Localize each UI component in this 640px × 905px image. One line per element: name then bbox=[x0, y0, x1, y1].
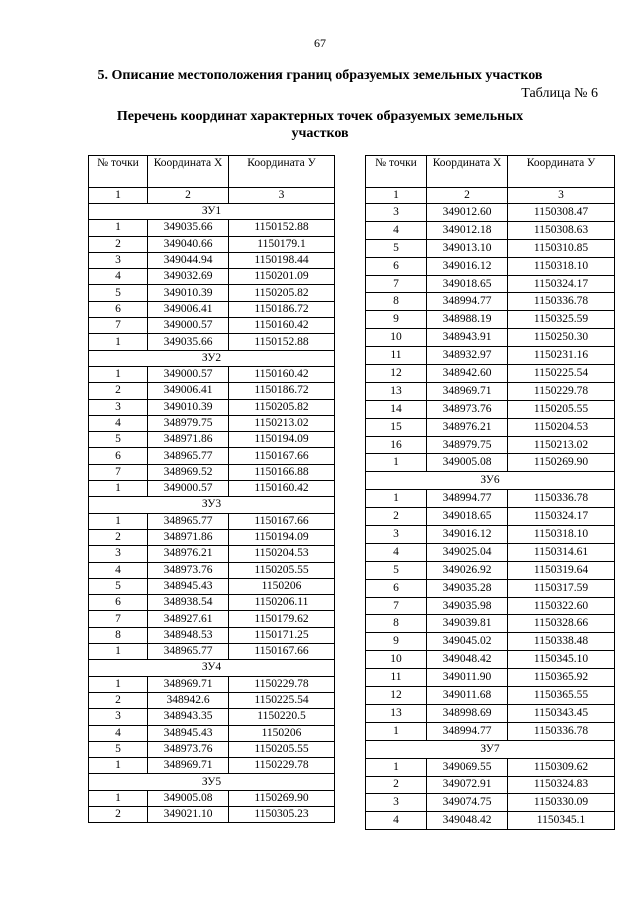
table-row bbox=[366, 239, 615, 257]
coordinate-x-cell: 349011.90 bbox=[427, 669, 508, 687]
coordinate-x-cell: 349005.08 bbox=[427, 454, 508, 472]
coordinate-x-cell: 349032.69 bbox=[148, 269, 229, 285]
group-header-row bbox=[366, 740, 615, 758]
coordinate-y-cell: 1150194.09 bbox=[229, 529, 335, 545]
coordinate-y-cell: 1150308.47 bbox=[508, 204, 615, 222]
coordinate-x-cell: 348965.77 bbox=[148, 513, 229, 529]
coordinate-y-cell: 1150194.09 bbox=[229, 432, 335, 448]
coordinate-y-cell: 1150343.45 bbox=[508, 704, 615, 722]
table-row bbox=[366, 669, 615, 687]
coordinate-y-cell: 1150365.92 bbox=[508, 669, 615, 687]
coordinate-x-cell: 348927.61 bbox=[148, 611, 229, 627]
table-row bbox=[366, 543, 615, 561]
coordinate-y-cell: 1150231.16 bbox=[508, 347, 615, 365]
table-row bbox=[89, 627, 335, 643]
point-number-cell: 1 bbox=[89, 481, 148, 497]
coordinate-x-cell: 348938.54 bbox=[148, 595, 229, 611]
coordinate-y-cell: 1150310.85 bbox=[508, 239, 615, 257]
coordinate-y-cell: 1150160.42 bbox=[229, 366, 335, 382]
point-number-cell: 3 bbox=[366, 204, 427, 222]
table-row bbox=[89, 285, 335, 301]
coordinate-x-cell: 349018.65 bbox=[427, 508, 508, 526]
coordinate-y-cell: 1150328.66 bbox=[508, 615, 615, 633]
table-row bbox=[366, 418, 615, 436]
column-number: 1 bbox=[89, 188, 148, 204]
table-row bbox=[366, 794, 615, 812]
coordinate-x-cell: 348945.43 bbox=[148, 725, 229, 741]
coordinate-x-cell: 349013.10 bbox=[427, 239, 508, 257]
group-label: ЗУ5 bbox=[89, 774, 335, 790]
group-label: ЗУ7 bbox=[366, 740, 615, 758]
point-number-cell: 1 bbox=[366, 722, 427, 740]
coordinate-x-cell: 348965.77 bbox=[148, 448, 229, 464]
point-number-cell: 3 bbox=[89, 709, 148, 725]
point-number-cell: 4 bbox=[89, 269, 148, 285]
coordinate-x-cell: 349025.04 bbox=[427, 543, 508, 561]
coordinate-y-cell: 1150166.88 bbox=[229, 464, 335, 480]
point-number-cell: 10 bbox=[366, 651, 427, 669]
point-number-cell: 6 bbox=[366, 257, 427, 275]
coordinate-x-cell: 349035.66 bbox=[148, 334, 229, 350]
table-row bbox=[366, 704, 615, 722]
point-number-cell: 13 bbox=[366, 382, 427, 400]
table-row bbox=[89, 252, 335, 268]
point-number-cell: 12 bbox=[366, 365, 427, 383]
header-coordinate-x: Координата Х bbox=[427, 156, 508, 188]
point-number-cell: 6 bbox=[366, 579, 427, 597]
coordinate-y-cell: 1150167.66 bbox=[229, 644, 335, 660]
table-row bbox=[89, 481, 335, 497]
coordinate-y-cell: 1150152.88 bbox=[229, 220, 335, 236]
point-number-cell: 7 bbox=[366, 597, 427, 615]
coordinate-y-cell: 1150206.11 bbox=[229, 595, 335, 611]
coordinate-x-cell: 349044.94 bbox=[148, 252, 229, 268]
table-row bbox=[89, 432, 335, 448]
coordinate-x-cell: 349016.12 bbox=[427, 526, 508, 544]
coordinate-y-cell: 1150179.62 bbox=[229, 611, 335, 627]
point-number-cell: 2 bbox=[89, 806, 148, 822]
table-row bbox=[89, 692, 335, 708]
point-number-cell: 1 bbox=[89, 366, 148, 382]
coordinate-x-cell: 348994.77 bbox=[427, 293, 508, 311]
table-row bbox=[366, 293, 615, 311]
table-row bbox=[366, 329, 615, 347]
table-row bbox=[366, 508, 615, 526]
coordinate-x-cell: 349026.92 bbox=[427, 561, 508, 579]
coordinate-y-cell: 1150318.10 bbox=[508, 257, 615, 275]
coordinate-x-cell: 348942.6 bbox=[148, 692, 229, 708]
group-label: ЗУ6 bbox=[366, 472, 615, 490]
table-row bbox=[366, 597, 615, 615]
table-row bbox=[89, 595, 335, 611]
coordinate-x-cell: 349011.68 bbox=[427, 687, 508, 705]
coordinate-y-cell: 1150345.10 bbox=[508, 651, 615, 669]
coordinate-y-cell: 1150345.1 bbox=[508, 812, 615, 830]
table-row bbox=[89, 220, 335, 236]
point-number-cell: 1 bbox=[89, 758, 148, 774]
coordinate-x-cell: 349005.08 bbox=[148, 790, 229, 806]
coordinate-x-cell: 349012.18 bbox=[427, 221, 508, 239]
group-label: ЗУ4 bbox=[89, 660, 335, 676]
table-row bbox=[89, 301, 335, 317]
coordinate-x-cell: 349000.57 bbox=[148, 318, 229, 334]
group-header-row bbox=[89, 660, 335, 676]
coordinate-y-cell: 1150269.90 bbox=[229, 790, 335, 806]
group-header-row bbox=[89, 204, 335, 220]
coordinate-y-cell: 1150205.82 bbox=[229, 285, 335, 301]
point-number-cell: 5 bbox=[89, 432, 148, 448]
point-number-cell: 9 bbox=[366, 311, 427, 329]
coordinate-y-cell: 1150205.55 bbox=[229, 741, 335, 757]
point-number-cell: 4 bbox=[366, 812, 427, 830]
coordinate-x-cell: 349018.65 bbox=[427, 275, 508, 293]
coordinate-x-cell: 349040.66 bbox=[148, 236, 229, 252]
table-row bbox=[89, 806, 335, 822]
header-coordinate-y: Координата У bbox=[508, 156, 615, 188]
coordinate-y-cell: 1150229.78 bbox=[229, 676, 335, 692]
table-row bbox=[89, 366, 335, 382]
table-row bbox=[89, 415, 335, 431]
table-row bbox=[366, 758, 615, 776]
coordinate-x-cell: 349048.42 bbox=[427, 812, 508, 830]
point-number-cell: 4 bbox=[89, 562, 148, 578]
coordinate-y-cell: 1150225.54 bbox=[508, 365, 615, 383]
coordinate-y-cell: 1150308.63 bbox=[508, 221, 615, 239]
group-header-row bbox=[89, 497, 335, 513]
table-row bbox=[89, 236, 335, 252]
coordinate-y-cell: 1150314.61 bbox=[508, 543, 615, 561]
point-number-cell: 5 bbox=[366, 561, 427, 579]
table-row bbox=[366, 436, 615, 454]
coordinate-y-cell: 1150160.42 bbox=[229, 481, 335, 497]
table-row bbox=[89, 790, 335, 806]
coordinate-x-cell: 348973.76 bbox=[427, 400, 508, 418]
coordinate-y-cell: 1150324.17 bbox=[508, 508, 615, 526]
table-row bbox=[89, 611, 335, 627]
coordinate-y-cell: 1150152.88 bbox=[229, 334, 335, 350]
table-row bbox=[366, 400, 615, 418]
point-number-cell: 2 bbox=[89, 236, 148, 252]
point-number-cell: 7 bbox=[89, 318, 148, 334]
group-label: ЗУ3 bbox=[89, 497, 335, 513]
point-number-cell: 7 bbox=[89, 611, 148, 627]
coordinate-x-cell: 349021.10 bbox=[148, 806, 229, 822]
table-row bbox=[89, 318, 335, 334]
table-row bbox=[366, 204, 615, 222]
column-number: 3 bbox=[229, 188, 335, 204]
coordinate-x-cell: 348932.97 bbox=[427, 347, 508, 365]
point-number-cell: 10 bbox=[366, 329, 427, 347]
coordinate-y-cell: 1150338.48 bbox=[508, 633, 615, 651]
coordinate-y-cell: 1150160.42 bbox=[229, 318, 335, 334]
point-number-cell: 3 bbox=[366, 794, 427, 812]
table-body-left bbox=[89, 204, 335, 823]
coordinate-y-cell: 1150250.30 bbox=[508, 329, 615, 347]
coordinate-y-cell: 1150220.5 bbox=[229, 709, 335, 725]
point-number-cell: 6 bbox=[89, 595, 148, 611]
point-number-cell: 8 bbox=[366, 615, 427, 633]
point-number-cell: 4 bbox=[89, 725, 148, 741]
table-row bbox=[366, 526, 615, 544]
coordinate-y-cell: 1150201.09 bbox=[229, 269, 335, 285]
point-number-cell: 6 bbox=[89, 448, 148, 464]
table-row bbox=[366, 365, 615, 383]
coordinate-y-cell: 1150205.82 bbox=[229, 399, 335, 415]
point-number-cell: 1 bbox=[89, 220, 148, 236]
table-row bbox=[366, 615, 615, 633]
group-label: ЗУ1 bbox=[89, 204, 335, 220]
table-row bbox=[366, 221, 615, 239]
point-number-cell: 11 bbox=[366, 347, 427, 365]
group-header-row bbox=[89, 350, 335, 366]
coordinate-x-cell: 348998.69 bbox=[427, 704, 508, 722]
coordinate-y-cell: 1150204.53 bbox=[229, 546, 335, 562]
coordinate-x-cell: 348948.53 bbox=[148, 627, 229, 643]
point-number-cell: 15 bbox=[366, 418, 427, 436]
header-coordinate-x: Координата Х bbox=[148, 156, 229, 188]
coordinate-x-cell: 348973.76 bbox=[148, 562, 229, 578]
coordinate-x-cell: 348943.35 bbox=[148, 709, 229, 725]
point-number-cell: 2 bbox=[89, 529, 148, 545]
section-title: 5. Описание местоположения границ образуемых земельных участков bbox=[97, 68, 543, 83]
point-number-cell: 1 bbox=[89, 334, 148, 350]
coordinate-y-cell: 1150269.90 bbox=[508, 454, 615, 472]
coordinate-x-cell: 349069.55 bbox=[427, 758, 508, 776]
table-row bbox=[89, 269, 335, 285]
point-number-cell: 11 bbox=[366, 669, 427, 687]
coordinate-x-cell: 348976.21 bbox=[148, 546, 229, 562]
table-row bbox=[89, 513, 335, 529]
coordinate-y-cell: 1150325.59 bbox=[508, 311, 615, 329]
point-number-cell: 5 bbox=[89, 285, 148, 301]
coordinate-x-cell: 348969.52 bbox=[148, 464, 229, 480]
point-number-cell: 4 bbox=[366, 221, 427, 239]
coordinate-x-cell: 348994.77 bbox=[427, 490, 508, 508]
coordinate-y-cell: 1150206 bbox=[229, 725, 335, 741]
table-row bbox=[89, 383, 335, 399]
point-number-cell: 1 bbox=[89, 790, 148, 806]
coordinate-y-cell: 1150206 bbox=[229, 578, 335, 594]
table-row bbox=[89, 562, 335, 578]
coordinate-x-cell: 349000.57 bbox=[148, 366, 229, 382]
point-number-cell: 1 bbox=[89, 676, 148, 692]
table-label: Таблица № 6 bbox=[521, 86, 598, 101]
table-row bbox=[366, 687, 615, 705]
table-row bbox=[89, 676, 335, 692]
coordinate-x-cell: 348945.43 bbox=[148, 578, 229, 594]
table-row bbox=[366, 382, 615, 400]
coordinate-x-cell: 348979.75 bbox=[148, 415, 229, 431]
coordinate-y-cell: 1150336.78 bbox=[508, 490, 615, 508]
point-number-cell: 2 bbox=[89, 383, 148, 399]
point-number-cell: 1 bbox=[366, 490, 427, 508]
coordinate-x-cell: 348943.91 bbox=[427, 329, 508, 347]
coordinates-table-right bbox=[365, 155, 615, 830]
coordinate-x-cell: 348965.77 bbox=[148, 644, 229, 660]
coordinate-y-cell: 1150229.78 bbox=[229, 758, 335, 774]
header-point-number: № точки bbox=[89, 156, 148, 188]
point-number-cell: 2 bbox=[366, 776, 427, 794]
table-row bbox=[366, 257, 615, 275]
coordinate-y-cell: 1150330.09 bbox=[508, 794, 615, 812]
table-body-right bbox=[366, 204, 615, 830]
point-number-cell: 3 bbox=[89, 546, 148, 562]
coordinate-x-cell: 349012.60 bbox=[427, 204, 508, 222]
table-row bbox=[89, 529, 335, 545]
point-number-cell: 8 bbox=[89, 627, 148, 643]
table-row bbox=[89, 709, 335, 725]
coordinate-x-cell: 349045.02 bbox=[427, 633, 508, 651]
point-number-cell: 9 bbox=[366, 633, 427, 651]
point-number-cell: 14 bbox=[366, 400, 427, 418]
point-number-cell: 7 bbox=[89, 464, 148, 480]
coordinate-x-cell: 349010.39 bbox=[148, 285, 229, 301]
coordinate-x-cell: 349006.41 bbox=[148, 383, 229, 399]
coordinate-x-cell: 349048.42 bbox=[427, 651, 508, 669]
coordinate-y-cell: 1150198.44 bbox=[229, 252, 335, 268]
coordinate-y-cell: 1150336.78 bbox=[508, 722, 615, 740]
point-number-cell: 1 bbox=[89, 513, 148, 529]
point-number-cell: 13 bbox=[366, 704, 427, 722]
point-number-cell: 8 bbox=[366, 293, 427, 311]
point-number-cell: 1 bbox=[366, 758, 427, 776]
coordinate-y-cell: 1150322.60 bbox=[508, 597, 615, 615]
coordinate-x-cell: 349039.81 bbox=[427, 615, 508, 633]
table-row bbox=[89, 644, 335, 660]
page-number: 67 bbox=[314, 36, 326, 50]
group-label: ЗУ2 bbox=[89, 350, 335, 366]
table-row bbox=[366, 651, 615, 669]
point-number-cell: 4 bbox=[366, 543, 427, 561]
table-row bbox=[366, 490, 615, 508]
table-row bbox=[89, 334, 335, 350]
coordinate-x-cell: 349006.41 bbox=[148, 301, 229, 317]
coordinate-y-cell: 1150324.17 bbox=[508, 275, 615, 293]
table-row bbox=[89, 546, 335, 562]
table-row bbox=[366, 722, 615, 740]
coordinate-x-cell: 348969.71 bbox=[148, 758, 229, 774]
coordinate-x-cell: 349000.57 bbox=[148, 481, 229, 497]
coordinate-x-cell: 349074.75 bbox=[427, 794, 508, 812]
coordinate-y-cell: 1150305.23 bbox=[229, 806, 335, 822]
table-row bbox=[366, 633, 615, 651]
coordinate-x-cell: 348973.76 bbox=[148, 741, 229, 757]
point-number-cell: 5 bbox=[89, 578, 148, 594]
table-row bbox=[366, 561, 615, 579]
coordinate-y-cell: 1150229.78 bbox=[508, 382, 615, 400]
table-row bbox=[366, 311, 615, 329]
coordinate-y-cell: 1150167.66 bbox=[229, 513, 335, 529]
coordinate-y-cell: 1150336.78 bbox=[508, 293, 615, 311]
column-number: 3 bbox=[508, 188, 615, 204]
point-number-cell: 7 bbox=[366, 275, 427, 293]
point-number-cell: 5 bbox=[89, 741, 148, 757]
table-row bbox=[366, 347, 615, 365]
coordinate-x-cell: 348971.86 bbox=[148, 529, 229, 545]
coordinate-x-cell: 348969.71 bbox=[148, 676, 229, 692]
point-number-cell: 4 bbox=[89, 415, 148, 431]
coordinate-x-cell: 349016.12 bbox=[427, 257, 508, 275]
coordinate-y-cell: 1150186.72 bbox=[229, 383, 335, 399]
point-number-cell: 3 bbox=[366, 526, 427, 544]
coordinate-x-cell: 348942.60 bbox=[427, 365, 508, 383]
column-number: 2 bbox=[427, 188, 508, 204]
coordinate-y-cell: 1150213.02 bbox=[229, 415, 335, 431]
coordinate-y-cell: 1150318.10 bbox=[508, 526, 615, 544]
table-row bbox=[89, 399, 335, 415]
coordinate-y-cell: 1150205.55 bbox=[229, 562, 335, 578]
column-number: 2 bbox=[148, 188, 229, 204]
coordinate-x-cell: 348994.77 bbox=[427, 722, 508, 740]
coordinate-y-cell: 1150179.1 bbox=[229, 236, 335, 252]
coordinate-x-cell: 349072.91 bbox=[427, 776, 508, 794]
point-number-cell: 16 bbox=[366, 436, 427, 454]
table-row bbox=[89, 464, 335, 480]
list-title: Перечень координат характерных точек образуемых земельных участков bbox=[116, 109, 524, 141]
point-number-cell: 2 bbox=[89, 692, 148, 708]
coordinate-y-cell: 1150319.64 bbox=[508, 561, 615, 579]
coordinate-y-cell: 1150365.55 bbox=[508, 687, 615, 705]
table-row bbox=[366, 579, 615, 597]
coordinate-y-cell: 1150309.62 bbox=[508, 758, 615, 776]
coordinate-x-cell: 349035.28 bbox=[427, 579, 508, 597]
header-coordinate-y: Координата У bbox=[229, 156, 335, 188]
table-row bbox=[89, 448, 335, 464]
coordinate-x-cell: 348988.19 bbox=[427, 311, 508, 329]
point-number-cell: 12 bbox=[366, 687, 427, 705]
coordinate-y-cell: 1150186.72 bbox=[229, 301, 335, 317]
coordinate-y-cell: 1150324.83 bbox=[508, 776, 615, 794]
table-row bbox=[89, 758, 335, 774]
coordinate-y-cell: 1150171.25 bbox=[229, 627, 335, 643]
table-row bbox=[89, 725, 335, 741]
point-number-cell: 3 bbox=[89, 252, 148, 268]
table-row bbox=[89, 578, 335, 594]
coordinates-table-left bbox=[88, 155, 335, 823]
coordinate-y-cell: 1150213.02 bbox=[508, 436, 615, 454]
column-number: 1 bbox=[366, 188, 427, 204]
table-row bbox=[366, 275, 615, 293]
point-number-cell: 1 bbox=[89, 644, 148, 660]
coordinate-y-cell: 1150204.53 bbox=[508, 418, 615, 436]
coordinate-y-cell: 1150317.59 bbox=[508, 579, 615, 597]
table-row bbox=[89, 741, 335, 757]
header-point-number: № точки bbox=[366, 156, 427, 188]
coordinate-y-cell: 1150205.55 bbox=[508, 400, 615, 418]
coordinate-y-cell: 1150167.66 bbox=[229, 448, 335, 464]
coordinate-x-cell: 348971.86 bbox=[148, 432, 229, 448]
coordinate-y-cell: 1150225.54 bbox=[229, 692, 335, 708]
point-number-cell: 5 bbox=[366, 239, 427, 257]
group-header-row bbox=[366, 472, 615, 490]
table-row bbox=[366, 454, 615, 472]
point-number-cell: 2 bbox=[366, 508, 427, 526]
point-number-cell: 3 bbox=[89, 399, 148, 415]
coordinate-x-cell: 349010.39 bbox=[148, 399, 229, 415]
table-row bbox=[366, 776, 615, 794]
table-row bbox=[366, 812, 615, 830]
point-number-cell: 6 bbox=[89, 301, 148, 317]
coordinate-x-cell: 348976.21 bbox=[427, 418, 508, 436]
coordinate-x-cell: 348979.75 bbox=[427, 436, 508, 454]
group-header-row bbox=[89, 774, 335, 790]
point-number-cell: 1 bbox=[366, 454, 427, 472]
coordinate-x-cell: 349035.66 bbox=[148, 220, 229, 236]
coordinate-x-cell: 349035.98 bbox=[427, 597, 508, 615]
coordinate-x-cell: 348969.71 bbox=[427, 382, 508, 400]
